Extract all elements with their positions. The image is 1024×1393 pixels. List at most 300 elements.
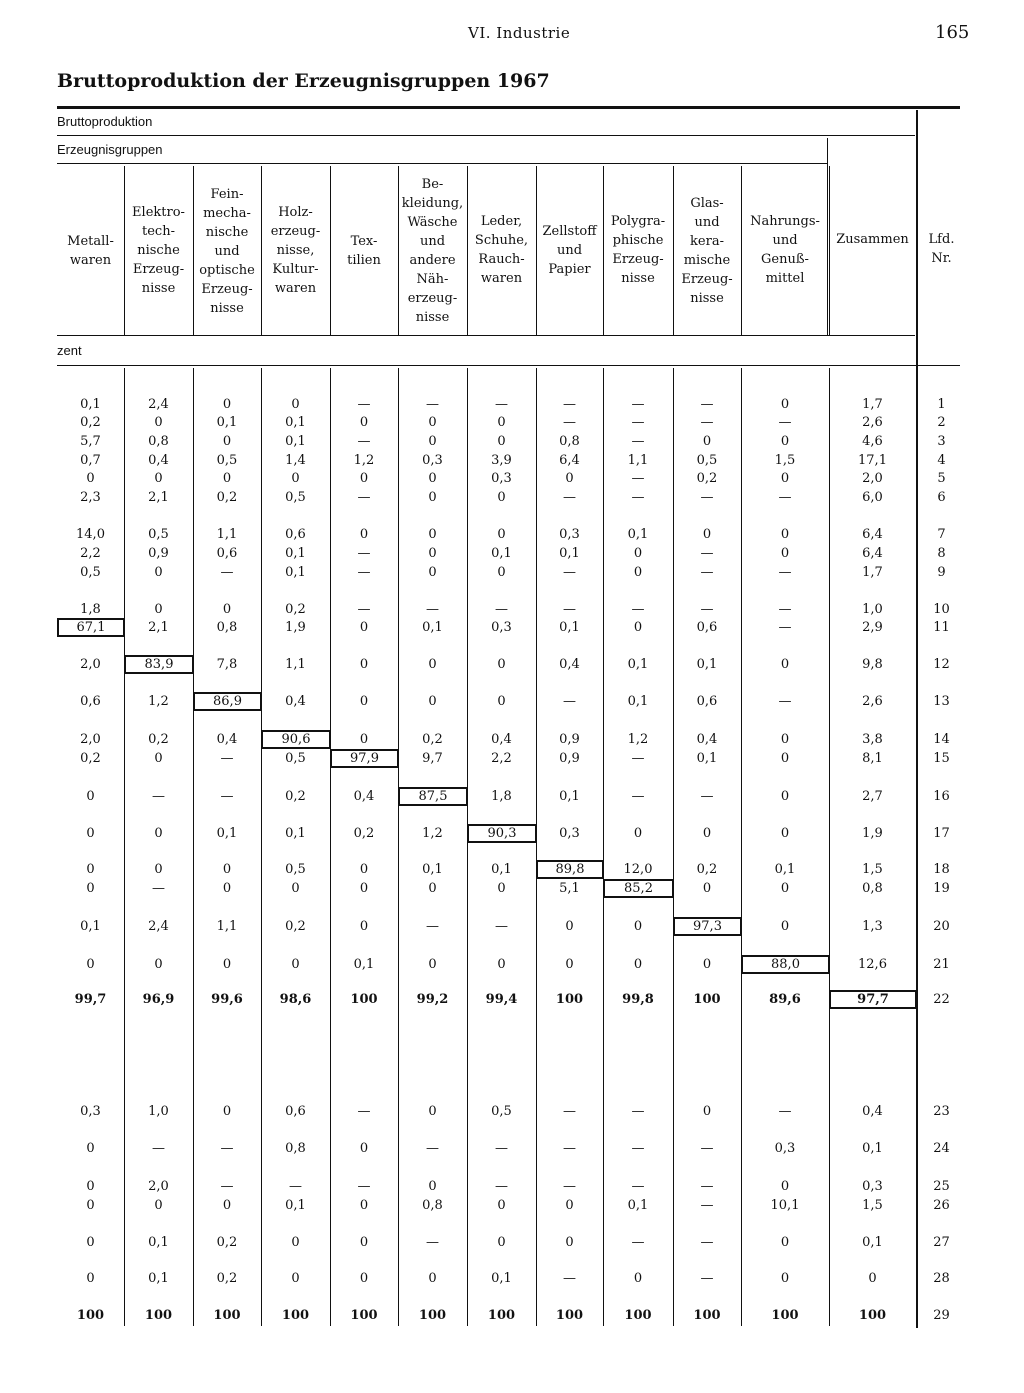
row-number: 9 <box>937 565 946 580</box>
table-cell: 0,1 <box>285 434 306 449</box>
table-row <box>0 692 1024 711</box>
table-cell: — <box>700 1198 714 1213</box>
table-cell: 0 <box>154 826 163 841</box>
table-row <box>0 917 1024 936</box>
table-cell: 0,1 <box>422 862 443 877</box>
table-cell: — <box>152 881 165 896</box>
table-cell: 0 <box>565 471 574 486</box>
table-cell: 88,0 <box>741 955 830 974</box>
table-cell: 0 <box>154 1198 163 1213</box>
table-cell: 0,3 <box>559 826 580 841</box>
row-number: 2 <box>937 415 946 430</box>
table-cell: 0 <box>780 919 790 934</box>
table-cell: 0,4 <box>285 694 306 709</box>
table-cell: 6,4 <box>862 527 883 542</box>
table-cell: 0,1 <box>422 620 443 635</box>
table-cell: 0 <box>497 434 506 449</box>
table-cell: 12,6 <box>858 957 887 972</box>
table-cell: 99,4 <box>485 992 518 1007</box>
table-cell: 0,3 <box>862 1179 883 1194</box>
table-cell: 100 <box>144 1308 173 1323</box>
table-cell: 14,0 <box>76 527 105 542</box>
table-cell: 0,3 <box>559 527 580 542</box>
table-cell: 0 <box>86 881 95 896</box>
table-cell: 0 <box>428 881 437 896</box>
table-cell: 99,7 <box>74 992 107 1007</box>
table-cell: — <box>357 546 371 561</box>
rule-3 <box>57 335 915 336</box>
table-cell: 0,6 <box>285 1104 306 1119</box>
table-cell: 0 <box>359 1271 369 1286</box>
table-cell: — <box>220 565 234 580</box>
row-number: 26 <box>933 1198 950 1213</box>
table-cell: — <box>495 1179 508 1194</box>
table-cell: 0 <box>780 881 790 896</box>
table-cell: 0 <box>86 471 95 486</box>
table-cell: 0 <box>497 694 506 709</box>
table-cell: 1,0 <box>862 602 883 617</box>
row-number: 14 <box>933 732 950 747</box>
table-row <box>0 990 1024 1009</box>
table-cell: 17,1 <box>858 453 887 468</box>
table-cell: 0 <box>359 527 369 542</box>
table-cell: 0 <box>222 862 232 877</box>
row-number: 22 <box>933 992 950 1007</box>
table-cell: 87,5 <box>398 787 468 806</box>
table-cell: 98,6 <box>279 992 312 1007</box>
table-cell: 2,9 <box>862 620 883 635</box>
table-cell: 0 <box>291 1235 300 1250</box>
table-cell: 0,8 <box>216 620 238 635</box>
table-row <box>0 1196 1024 1215</box>
table-cell: — <box>426 1141 439 1156</box>
table-cell: 2,6 <box>862 415 883 430</box>
table-cell: 0 <box>780 434 790 449</box>
table-cell: 0,8 <box>422 1198 443 1213</box>
table-cell: 100 <box>858 1308 887 1323</box>
table-cell: — <box>778 1104 792 1119</box>
table-cell: — <box>778 620 792 635</box>
table-cell: 2,6 <box>862 694 883 709</box>
table-cell: 0,8 <box>285 1141 306 1156</box>
table-cell: 96,9 <box>142 992 175 1007</box>
table-cell: 0,1 <box>559 620 580 635</box>
table-cell: 0 <box>565 957 574 972</box>
table-cell: 1,2 <box>353 453 375 468</box>
table-cell: 0 <box>359 919 369 934</box>
table-cell: — <box>631 434 645 449</box>
table-row <box>0 655 1024 674</box>
table-cell: 0,5 <box>696 453 718 468</box>
table-cell: — <box>357 1104 371 1119</box>
table-cell: 0 <box>428 490 437 505</box>
table-cell: — <box>495 602 508 617</box>
table-cell: — <box>357 434 371 449</box>
table-cell: 86,9 <box>193 692 262 711</box>
table-cell: 0 <box>222 1198 232 1213</box>
table-cell: 0,2 <box>696 471 718 486</box>
table-cell: 0,1 <box>862 1235 883 1250</box>
row-number: 23 <box>933 1104 950 1119</box>
table-cell: — <box>631 490 645 505</box>
table-row <box>0 525 1024 544</box>
table-cell: 0 <box>428 565 437 580</box>
table-cell: 0 <box>291 471 300 486</box>
table-cell: — <box>426 1235 439 1250</box>
table-cell: 0 <box>780 546 790 561</box>
table-cell: 99,6 <box>211 992 243 1007</box>
table-cell: 0 <box>428 657 437 672</box>
table-cell: 0 <box>780 397 790 412</box>
table-cell: 0,5 <box>285 490 306 505</box>
column-header: Zellstoff und Papier <box>542 224 597 277</box>
table-cell: 0 <box>633 546 643 561</box>
table-cell: 0,6 <box>696 694 718 709</box>
table-cell: 100 <box>281 1308 310 1323</box>
table-cell: 0 <box>702 881 712 896</box>
table-cell: 90,3 <box>467 824 537 843</box>
table-cell: 0,8 <box>148 434 169 449</box>
table-cell: — <box>220 751 234 766</box>
row-number: 19 <box>933 881 950 896</box>
table-cell: 0 <box>428 434 437 449</box>
table-cell: 0,1 <box>148 1271 169 1286</box>
table-cell: 2,4 <box>148 919 169 934</box>
column-header: Holz- erzeug- nisse, Kultur- waren <box>270 205 321 296</box>
label-bruttoproduktion: Bruttoproduktion <box>57 114 153 129</box>
table-cell: 1,8 <box>80 602 101 617</box>
table-cell: 0 <box>86 862 95 877</box>
table-cell: — <box>778 490 792 505</box>
row-number: 7 <box>937 527 946 542</box>
table-cell: 0 <box>780 527 790 542</box>
table-cell: 0,7 <box>80 453 101 468</box>
table-cell: 100 <box>487 1308 516 1323</box>
table-row <box>0 395 1024 414</box>
table-cell: 97,7 <box>829 990 917 1009</box>
table-row <box>0 488 1024 507</box>
table-cell: 0 <box>497 881 506 896</box>
table-cell: 0 <box>291 881 300 896</box>
table-cell: 0,6 <box>285 527 306 542</box>
table-cell: 0,2 <box>216 490 238 505</box>
table-cell: — <box>778 694 792 709</box>
table-cell: 0 <box>154 862 163 877</box>
table-cell: 0 <box>86 957 95 972</box>
table-cell: 2,2 <box>491 751 512 766</box>
table-cell: — <box>563 415 576 430</box>
row-number: 18 <box>933 862 950 877</box>
table-cell: 0 <box>633 957 643 972</box>
table-cell: 0 <box>222 602 232 617</box>
table-cell: — <box>700 490 714 505</box>
table-cell: 1,2 <box>422 826 443 841</box>
table-cell: 0 <box>86 1141 95 1156</box>
table-cell: 0 <box>359 732 369 747</box>
table-cell: — <box>563 397 576 412</box>
row-number: 24 <box>933 1141 950 1156</box>
table-cell: 0 <box>222 397 232 412</box>
table-cell: 0 <box>633 826 643 841</box>
table-cell: 0 <box>780 751 790 766</box>
table-cell: 0,1 <box>285 1198 306 1213</box>
table-cell: 0 <box>702 527 712 542</box>
table-cell: 0 <box>86 1235 95 1250</box>
table-row <box>0 618 1024 637</box>
table-cell: 0,9 <box>559 732 580 747</box>
table-cell: 83,9 <box>124 655 194 674</box>
row-number: 3 <box>937 434 946 449</box>
row-number: 6 <box>937 490 946 505</box>
table-cell: — <box>700 415 714 430</box>
table-cell: 2,0 <box>80 657 101 672</box>
table-cell: 0 <box>633 1271 643 1286</box>
table-cell: 0 <box>359 862 369 877</box>
table-row <box>0 824 1024 843</box>
table-cell: — <box>563 1141 576 1156</box>
table-cell: — <box>426 397 439 412</box>
table-cell: 0 <box>428 694 437 709</box>
table-cell: — <box>563 1271 576 1286</box>
table-cell: 6,4 <box>862 546 883 561</box>
table-row <box>0 544 1024 563</box>
table-cell: 0,9 <box>148 546 169 561</box>
table-cell: 0,2 <box>216 1235 238 1250</box>
table-cell: 0,4 <box>353 789 375 804</box>
table-cell: — <box>631 1235 645 1250</box>
row-number: 15 <box>933 751 950 766</box>
table-cell: 3,8 <box>862 732 883 747</box>
table-cell: 0 <box>154 471 163 486</box>
table-cell: 0 <box>565 919 574 934</box>
table-cell: 0,1 <box>285 415 306 430</box>
table-cell: 100 <box>771 1308 799 1323</box>
table-row <box>0 955 1024 974</box>
table-cell: 0,6 <box>80 694 101 709</box>
table-cell: 0,3 <box>422 453 443 468</box>
table-cell: 0,2 <box>285 919 306 934</box>
table-cell: 0 <box>86 1179 95 1194</box>
table-cell: 100 <box>693 1308 721 1323</box>
table-row <box>0 469 1024 488</box>
table-cell: 0,4 <box>862 1104 883 1119</box>
table-cell: — <box>700 1235 714 1250</box>
table-cell: — <box>357 1179 371 1194</box>
row-number: 29 <box>933 1308 950 1323</box>
table-cell: 100 <box>418 1308 447 1323</box>
table-cell: — <box>563 1179 576 1194</box>
table-cell: 90,6 <box>261 730 331 749</box>
table-cell: 9,8 <box>862 657 883 672</box>
table-cell: 0,1 <box>491 546 512 561</box>
table-cell: — <box>152 789 165 804</box>
column-header: Nahrungs- und Genuß- mittel <box>750 214 820 286</box>
table-cell: 0 <box>359 881 369 896</box>
table-cell: 0 <box>428 471 437 486</box>
table-cell: 0 <box>633 565 643 580</box>
table-cell: 3,9 <box>491 453 512 468</box>
table-cell: 0,5 <box>80 565 101 580</box>
table-cell: 2,1 <box>148 620 169 635</box>
table-cell: 9,7 <box>422 751 443 766</box>
table-cell: 89,6 <box>769 992 801 1007</box>
table-cell: 0,5 <box>491 1104 512 1119</box>
label-unit: zent <box>57 343 82 358</box>
table-cell: 97,3 <box>673 917 742 936</box>
table-cell: 0,1 <box>627 527 649 542</box>
table-cell: 0,4 <box>491 732 512 747</box>
table-cell: 2,1 <box>148 490 169 505</box>
table-cell: 0 <box>359 694 369 709</box>
table-row <box>0 1139 1024 1158</box>
table-row <box>0 413 1024 432</box>
table-cell: 0,3 <box>774 1141 796 1156</box>
table-cell: 0,3 <box>491 471 512 486</box>
table-cell: 100 <box>76 1308 105 1323</box>
table-row <box>0 1177 1024 1196</box>
table-cell: — <box>700 397 714 412</box>
table-row <box>0 1269 1024 1288</box>
table-cell: 0 <box>359 1141 369 1156</box>
table-cell: 1,0 <box>148 1104 169 1119</box>
table-cell: 0,3 <box>80 1104 101 1119</box>
column-header: Glas- und kera- mische Erzeug- nisse <box>681 196 733 306</box>
table-cell: 89,8 <box>536 860 604 879</box>
table-cell: — <box>778 565 792 580</box>
table-cell: — <box>563 565 576 580</box>
table-cell: 100 <box>213 1308 241 1323</box>
table-cell: 0,5 <box>285 862 306 877</box>
table-cell: 0,1 <box>627 657 649 672</box>
table-cell: 0 <box>359 1235 369 1250</box>
table-cell: — <box>631 789 645 804</box>
table-row <box>0 432 1024 451</box>
table-cell: 0 <box>565 1235 574 1250</box>
table-cell: 0,2 <box>696 862 718 877</box>
table-cell: 1,2 <box>627 732 649 747</box>
table-row <box>0 879 1024 898</box>
table-cell: 0,4 <box>696 732 718 747</box>
table-cell: — <box>700 1179 714 1194</box>
table-cell: 0,4 <box>559 657 580 672</box>
table-cell: 0,1 <box>216 415 238 430</box>
table-cell: — <box>631 1104 645 1119</box>
row-number: 13 <box>933 694 950 709</box>
table-cell: 0,2 <box>216 1271 238 1286</box>
table-row <box>0 860 1024 879</box>
table-cell: 0 <box>868 1271 877 1286</box>
table-cell: 0 <box>154 751 163 766</box>
rule-4 <box>57 365 960 366</box>
table-cell: 0 <box>359 1198 369 1213</box>
table-cell: 0 <box>428 527 437 542</box>
table-cell: 0,1 <box>80 397 101 412</box>
table-cell: — <box>495 1141 508 1156</box>
table-cell: — <box>700 1141 714 1156</box>
column-header: Polygra- phische Erzeug- nisse <box>610 214 666 286</box>
table-cell: — <box>700 565 714 580</box>
column-header: Tex- tilien <box>347 234 381 268</box>
table-row <box>0 563 1024 582</box>
table-cell: 0 <box>780 1271 790 1286</box>
table-cell: 0,6 <box>696 620 718 635</box>
table-cell: 0 <box>291 1271 300 1286</box>
table-cell: 0 <box>497 415 506 430</box>
table-cell: 0 <box>291 397 300 412</box>
table-cell: — <box>631 415 645 430</box>
table-title: Bruttoproduktion der Erzeugnisgruppen 1967 <box>57 70 550 92</box>
table-cell: 0,2 <box>148 732 169 747</box>
column-header: Leder, Schuhe, Rauch- waren <box>474 214 529 286</box>
table-cell: 0 <box>497 490 506 505</box>
table-cell: 6,4 <box>559 453 580 468</box>
table-cell: 100 <box>624 1308 652 1323</box>
table-cell: — <box>700 602 714 617</box>
table-cell: 2,4 <box>148 397 169 412</box>
table-cell: 0,5 <box>216 453 238 468</box>
table-row <box>0 1233 1024 1252</box>
table-cell: — <box>495 919 508 934</box>
table-cell: 0 <box>222 471 232 486</box>
table-cell: 1,5 <box>862 862 883 877</box>
table-row <box>0 730 1024 749</box>
table-cell: — <box>700 789 714 804</box>
table-cell: — <box>495 397 508 412</box>
table-cell: 0,1 <box>148 1235 169 1250</box>
table-cell: 0 <box>428 1179 437 1194</box>
table-cell: 67,1 <box>57 618 125 637</box>
table-cell: 0 <box>780 732 790 747</box>
table-cell: — <box>631 471 645 486</box>
row-number: 12 <box>933 657 950 672</box>
table-cell: 0,4 <box>216 732 238 747</box>
table-cell: 0 <box>428 1271 437 1286</box>
table-cell: — <box>357 397 371 412</box>
table-cell: 1,7 <box>862 397 883 412</box>
row-number: 16 <box>933 789 950 804</box>
rule-2 <box>57 163 827 164</box>
table-cell: 0,5 <box>148 527 169 542</box>
table-cell: — <box>700 546 714 561</box>
table-row <box>0 787 1024 806</box>
table-cell: — <box>631 397 645 412</box>
table-row <box>0 600 1024 619</box>
table-cell: — <box>357 602 371 617</box>
table-cell: 0,1 <box>285 826 306 841</box>
running-header: VI. Industrie <box>468 24 571 42</box>
table-cell: 0,1 <box>627 1198 649 1213</box>
table-cell: 1,4 <box>285 453 306 468</box>
row-number: 20 <box>933 919 950 934</box>
table-cell: 0 <box>222 434 232 449</box>
column-header: Metall- waren <box>67 234 114 268</box>
table-cell: 10,1 <box>770 1198 800 1213</box>
table-cell: 0,1 <box>285 565 306 580</box>
table-cell: — <box>220 1141 234 1156</box>
table-cell: — <box>426 919 439 934</box>
table-cell: 85,2 <box>603 879 674 898</box>
table-cell: 0 <box>633 620 643 635</box>
table-cell: 2,3 <box>80 490 101 505</box>
table-cell: 99,8 <box>622 992 654 1007</box>
table-cell: — <box>631 602 645 617</box>
table-cell: — <box>778 415 792 430</box>
table-cell: 100 <box>555 992 584 1007</box>
table-cell: 0 <box>497 657 506 672</box>
table-cell: 0 <box>428 1104 437 1119</box>
table-cell: 0 <box>86 1271 95 1286</box>
table-cell: 0 <box>222 881 232 896</box>
